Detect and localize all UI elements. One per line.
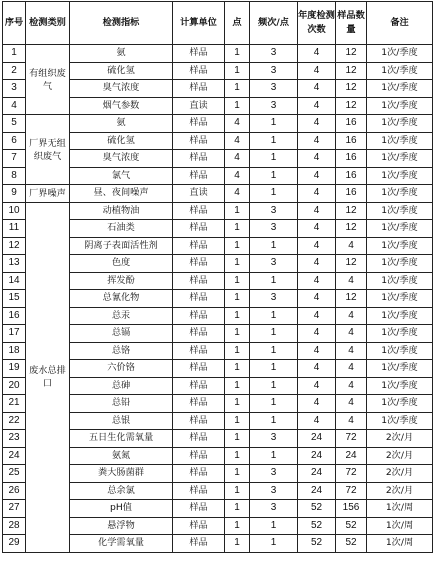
cell-index: 20 <box>3 377 26 395</box>
cell-frequency: 1 <box>250 237 298 255</box>
cell-unit: 样品 <box>173 377 225 395</box>
cell-indicator: 阴离子表面活性剂 <box>70 237 173 255</box>
cell-annual-count: 4 <box>298 342 336 360</box>
cell-points: 1 <box>225 447 250 465</box>
cell-category: 厂界噪声 <box>26 185 70 203</box>
cell-index: 3 <box>3 80 26 98</box>
cell-frequency: 1 <box>250 307 298 325</box>
cell-sample-count: 12 <box>336 62 367 80</box>
cell-indicator: 硫化氢 <box>70 62 173 80</box>
cell-frequency: 1 <box>250 272 298 290</box>
cell-indicator: 石油类 <box>70 220 173 238</box>
cell-indicator: 粪大肠菌群 <box>70 465 173 483</box>
cell-points: 1 <box>225 80 250 98</box>
cell-index: 27 <box>3 500 26 518</box>
cell-frequency: 1 <box>250 115 298 133</box>
cell-points: 4 <box>225 167 250 185</box>
table-row <box>3 115 433 133</box>
cell-frequency: 1 <box>250 360 298 378</box>
cell-unit: 样品 <box>173 167 225 185</box>
cell-indicator: 总镉 <box>70 325 173 343</box>
cell-points: 4 <box>225 132 250 150</box>
cell-index: 9 <box>3 185 26 203</box>
cell-sample-count: 12 <box>336 202 367 220</box>
cell-remarks: 1次/季度 <box>367 220 433 238</box>
cell-frequency: 3 <box>250 62 298 80</box>
cell-unit: 样品 <box>173 115 225 133</box>
cell-frequency: 3 <box>250 97 298 115</box>
cell-remarks: 2次/月 <box>367 447 433 465</box>
cell-sample-count: 4 <box>336 377 367 395</box>
cell-sample-count: 16 <box>336 167 367 185</box>
cell-sample-count: 12 <box>336 45 367 63</box>
cell-unit: 样品 <box>173 45 225 63</box>
cell-unit: 样品 <box>173 412 225 430</box>
cell-indicator: 烟气参数 <box>70 97 173 115</box>
cell-points: 1 <box>225 237 250 255</box>
cell-unit: 样品 <box>173 62 225 80</box>
cell-frequency: 1 <box>250 342 298 360</box>
cell-sample-count: 72 <box>336 482 367 500</box>
cell-index: 24 <box>3 447 26 465</box>
cell-frequency: 3 <box>250 465 298 483</box>
cell-indicator: 总银 <box>70 412 173 430</box>
cell-points: 1 <box>225 395 250 413</box>
cell-annual-count: 4 <box>298 80 336 98</box>
cell-indicator: 色度 <box>70 255 173 273</box>
cell-remarks: 1次/季度 <box>367 132 433 150</box>
cell-unit: 样品 <box>173 395 225 413</box>
cell-points: 4 <box>225 150 250 168</box>
cell-indicator: 硫化氢 <box>70 132 173 150</box>
cell-frequency: 1 <box>250 150 298 168</box>
cell-frequency: 3 <box>250 202 298 220</box>
cell-sample-count: 12 <box>336 97 367 115</box>
cell-frequency: 1 <box>250 395 298 413</box>
cell-sample-count: 16 <box>336 115 367 133</box>
cell-annual-count: 4 <box>298 307 336 325</box>
cell-frequency: 1 <box>250 167 298 185</box>
table-row <box>3 202 433 220</box>
cell-sample-count: 4 <box>336 325 367 343</box>
cell-remarks: 1次/季度 <box>367 290 433 308</box>
cell-points: 1 <box>225 45 250 63</box>
cell-index: 16 <box>3 307 26 325</box>
cell-unit: 样品 <box>173 342 225 360</box>
cell-annual-count: 4 <box>298 185 336 203</box>
cell-annual-count: 4 <box>298 360 336 378</box>
cell-annual-count: 4 <box>298 220 336 238</box>
cell-index: 25 <box>3 465 26 483</box>
cell-indicator: 氯气 <box>70 167 173 185</box>
cell-points: 1 <box>225 430 250 448</box>
cell-points: 1 <box>225 517 250 535</box>
cell-index: 11 <box>3 220 26 238</box>
cell-sample-count: 16 <box>336 185 367 203</box>
cell-unit: 直读 <box>173 97 225 115</box>
cell-indicator: 总铅 <box>70 395 173 413</box>
cell-sample-count: 12 <box>336 80 367 98</box>
cell-sample-count: 4 <box>336 395 367 413</box>
cell-category: 厂界无组织废气 <box>26 115 70 185</box>
cell-points: 1 <box>225 412 250 430</box>
header-row <box>3 2 433 45</box>
cell-frequency: 1 <box>250 412 298 430</box>
cell-sample-count: 16 <box>336 150 367 168</box>
cell-frequency: 3 <box>250 80 298 98</box>
cell-indicator: 化学需氧量 <box>70 535 173 553</box>
cell-unit: 样品 <box>173 150 225 168</box>
cell-indicator: 总砷 <box>70 377 173 395</box>
cell-frequency: 3 <box>250 290 298 308</box>
cell-indicator: 总氰化物 <box>70 290 173 308</box>
cell-indicator: 氨 <box>70 115 173 133</box>
cell-remarks: 1次/季度 <box>367 80 433 98</box>
cell-indicator: 六价铬 <box>70 360 173 378</box>
cell-annual-count: 4 <box>298 97 336 115</box>
header-cell-annual-count: 年度检测次数 <box>298 2 336 45</box>
cell-index: 21 <box>3 395 26 413</box>
cell-remarks: 1次/季度 <box>367 237 433 255</box>
cell-category: 废水总排口 <box>26 202 70 552</box>
header-cell-sample-count: 样品数量 <box>336 2 367 45</box>
cell-frequency: 1 <box>250 517 298 535</box>
cell-annual-count: 4 <box>298 290 336 308</box>
cell-index: 8 <box>3 167 26 185</box>
cell-points: 1 <box>225 290 250 308</box>
cell-unit: 样品 <box>173 255 225 273</box>
cell-annual-count: 4 <box>298 115 336 133</box>
cell-annual-count: 4 <box>298 412 336 430</box>
cell-frequency: 3 <box>250 45 298 63</box>
cell-sample-count: 52 <box>336 535 367 553</box>
cell-remarks: 1次/季度 <box>367 360 433 378</box>
cell-index: 18 <box>3 342 26 360</box>
header-cell-index: 序号 <box>3 2 26 45</box>
cell-points: 1 <box>225 272 250 290</box>
cell-index: 13 <box>3 255 26 273</box>
cell-indicator: 总铬 <box>70 342 173 360</box>
cell-annual-count: 4 <box>298 202 336 220</box>
cell-annual-count: 24 <box>298 482 336 500</box>
cell-frequency: 1 <box>250 447 298 465</box>
cell-frequency: 3 <box>250 220 298 238</box>
cell-index: 28 <box>3 517 26 535</box>
cell-remarks: 2次/月 <box>367 482 433 500</box>
header-cell-category: 检测类别 <box>26 2 70 45</box>
cell-points: 1 <box>225 325 250 343</box>
cell-points: 1 <box>225 342 250 360</box>
cell-index: 4 <box>3 97 26 115</box>
cell-indicator: 总汞 <box>70 307 173 325</box>
cell-points: 1 <box>225 360 250 378</box>
cell-indicator: 氨 <box>70 45 173 63</box>
cell-index: 12 <box>3 237 26 255</box>
cell-sample-count: 4 <box>336 412 367 430</box>
cell-points: 1 <box>225 97 250 115</box>
header-cell-points: 点 <box>225 2 250 45</box>
cell-index: 1 <box>3 45 26 63</box>
cell-annual-count: 4 <box>298 395 336 413</box>
cell-index: 26 <box>3 482 26 500</box>
cell-points: 1 <box>225 465 250 483</box>
cell-unit: 样品 <box>173 307 225 325</box>
cell-sample-count: 52 <box>336 517 367 535</box>
header-cell-remarks: 备注 <box>367 2 433 45</box>
cell-remarks: 1次/季度 <box>367 167 433 185</box>
cell-remarks: 1次/季度 <box>367 272 433 290</box>
cell-sample-count: 16 <box>336 132 367 150</box>
cell-points: 1 <box>225 535 250 553</box>
cell-sample-count: 12 <box>336 220 367 238</box>
cell-index: 15 <box>3 290 26 308</box>
table-row <box>3 45 433 63</box>
cell-remarks: 1次/季度 <box>367 377 433 395</box>
cell-remarks: 1次/季度 <box>367 325 433 343</box>
cell-points: 1 <box>225 255 250 273</box>
cell-remarks: 1次/季度 <box>367 45 433 63</box>
cell-points: 1 <box>225 500 250 518</box>
cell-indicator: 挥发酚 <box>70 272 173 290</box>
cell-remarks: 1次/季度 <box>367 97 433 115</box>
cell-unit: 样品 <box>173 272 225 290</box>
cell-frequency: 3 <box>250 500 298 518</box>
cell-indicator: 五日生化需氧量 <box>70 430 173 448</box>
cell-sample-count: 24 <box>336 447 367 465</box>
cell-index: 7 <box>3 150 26 168</box>
cell-indicator: 悬浮物 <box>70 517 173 535</box>
cell-points: 4 <box>225 115 250 133</box>
cell-indicator: 动植物油 <box>70 202 173 220</box>
cell-sample-count: 4 <box>336 307 367 325</box>
cell-remarks: 1次/季度 <box>367 115 433 133</box>
cell-annual-count: 24 <box>298 430 336 448</box>
cell-remarks: 1次/季度 <box>367 255 433 273</box>
cell-unit: 样品 <box>173 290 225 308</box>
cell-annual-count: 4 <box>298 377 336 395</box>
cell-frequency: 1 <box>250 535 298 553</box>
cell-remarks: 1次/季度 <box>367 62 433 80</box>
cell-points: 1 <box>225 202 250 220</box>
cell-unit: 样品 <box>173 465 225 483</box>
cell-indicator: 臭气浓度 <box>70 80 173 98</box>
cell-sample-count: 4 <box>336 342 367 360</box>
cell-unit: 样品 <box>173 202 225 220</box>
cell-index: 17 <box>3 325 26 343</box>
cell-annual-count: 24 <box>298 465 336 483</box>
cell-unit: 样品 <box>173 80 225 98</box>
cell-remarks: 1次/季度 <box>367 395 433 413</box>
cell-index: 19 <box>3 360 26 378</box>
cell-annual-count: 4 <box>298 272 336 290</box>
cell-frequency: 3 <box>250 430 298 448</box>
cell-remarks: 1次/季度 <box>367 185 433 203</box>
cell-index: 14 <box>3 272 26 290</box>
cell-annual-count: 4 <box>298 45 336 63</box>
cell-points: 1 <box>225 62 250 80</box>
cell-remarks: 2次/月 <box>367 465 433 483</box>
cell-points: 4 <box>225 185 250 203</box>
cell-unit: 样品 <box>173 220 225 238</box>
cell-unit: 样品 <box>173 500 225 518</box>
cell-remarks: 1次/季度 <box>367 342 433 360</box>
cell-sample-count: 72 <box>336 465 367 483</box>
cell-index: 29 <box>3 535 26 553</box>
cell-frequency: 1 <box>250 185 298 203</box>
cell-remarks: 1次/周 <box>367 517 433 535</box>
cell-index: 23 <box>3 430 26 448</box>
cell-remarks: 1次/周 <box>367 500 433 518</box>
cell-frequency: 3 <box>250 482 298 500</box>
cell-annual-count: 4 <box>298 237 336 255</box>
cell-index: 6 <box>3 132 26 150</box>
cell-sample-count: 72 <box>336 430 367 448</box>
cell-unit: 样品 <box>173 482 225 500</box>
cell-annual-count: 4 <box>298 167 336 185</box>
cell-sample-count: 4 <box>336 360 367 378</box>
cell-sample-count: 156 <box>336 500 367 518</box>
cell-unit: 样品 <box>173 325 225 343</box>
table-row <box>3 185 433 203</box>
cell-unit: 样品 <box>173 360 225 378</box>
cell-category: 有组织废气 <box>26 45 70 115</box>
cell-remarks: 1次/季度 <box>367 307 433 325</box>
cell-points: 1 <box>225 220 250 238</box>
cell-indicator: 臭气浓度 <box>70 150 173 168</box>
cell-index: 2 <box>3 62 26 80</box>
cell-sample-count: 4 <box>336 237 367 255</box>
cell-index: 22 <box>3 412 26 430</box>
header-cell-unit: 计算单位 <box>173 2 225 45</box>
cell-annual-count: 52 <box>298 535 336 553</box>
cell-remarks: 1次/季度 <box>367 150 433 168</box>
cell-annual-count: 52 <box>298 500 336 518</box>
cell-remarks: 1次/周 <box>367 535 433 553</box>
cell-annual-count: 4 <box>298 132 336 150</box>
cell-sample-count: 12 <box>336 290 367 308</box>
cell-indicator: 氨氮 <box>70 447 173 465</box>
cell-sample-count: 12 <box>336 255 367 273</box>
cell-index: 10 <box>3 202 26 220</box>
cell-index: 5 <box>3 115 26 133</box>
cell-points: 1 <box>225 482 250 500</box>
cell-sample-count: 4 <box>336 272 367 290</box>
monitoring-table <box>2 1 433 553</box>
cell-remarks: 1次/季度 <box>367 412 433 430</box>
cell-frequency: 1 <box>250 132 298 150</box>
cell-unit: 样品 <box>173 132 225 150</box>
cell-unit: 直读 <box>173 185 225 203</box>
cell-annual-count: 52 <box>298 517 336 535</box>
cell-indicator: 总余氯 <box>70 482 173 500</box>
cell-unit: 样品 <box>173 237 225 255</box>
cell-unit: 样品 <box>173 447 225 465</box>
header-cell-frequency: 频次/点 <box>250 2 298 45</box>
cell-unit: 样品 <box>173 517 225 535</box>
cell-frequency: 3 <box>250 255 298 273</box>
cell-frequency: 1 <box>250 325 298 343</box>
cell-unit: 样品 <box>173 535 225 553</box>
cell-points: 1 <box>225 307 250 325</box>
cell-annual-count: 4 <box>298 150 336 168</box>
cell-annual-count: 24 <box>298 447 336 465</box>
cell-unit: 样品 <box>173 430 225 448</box>
cell-remarks: 2次/月 <box>367 430 433 448</box>
header-cell-indicator: 检测指标 <box>70 2 173 45</box>
cell-annual-count: 4 <box>298 325 336 343</box>
cell-annual-count: 4 <box>298 62 336 80</box>
cell-annual-count: 4 <box>298 255 336 273</box>
cell-remarks: 1次/季度 <box>367 202 433 220</box>
cell-points: 1 <box>225 377 250 395</box>
cell-indicator: 昼、夜间噪声 <box>70 185 173 203</box>
cell-indicator: pH值 <box>70 500 173 518</box>
cell-frequency: 1 <box>250 377 298 395</box>
